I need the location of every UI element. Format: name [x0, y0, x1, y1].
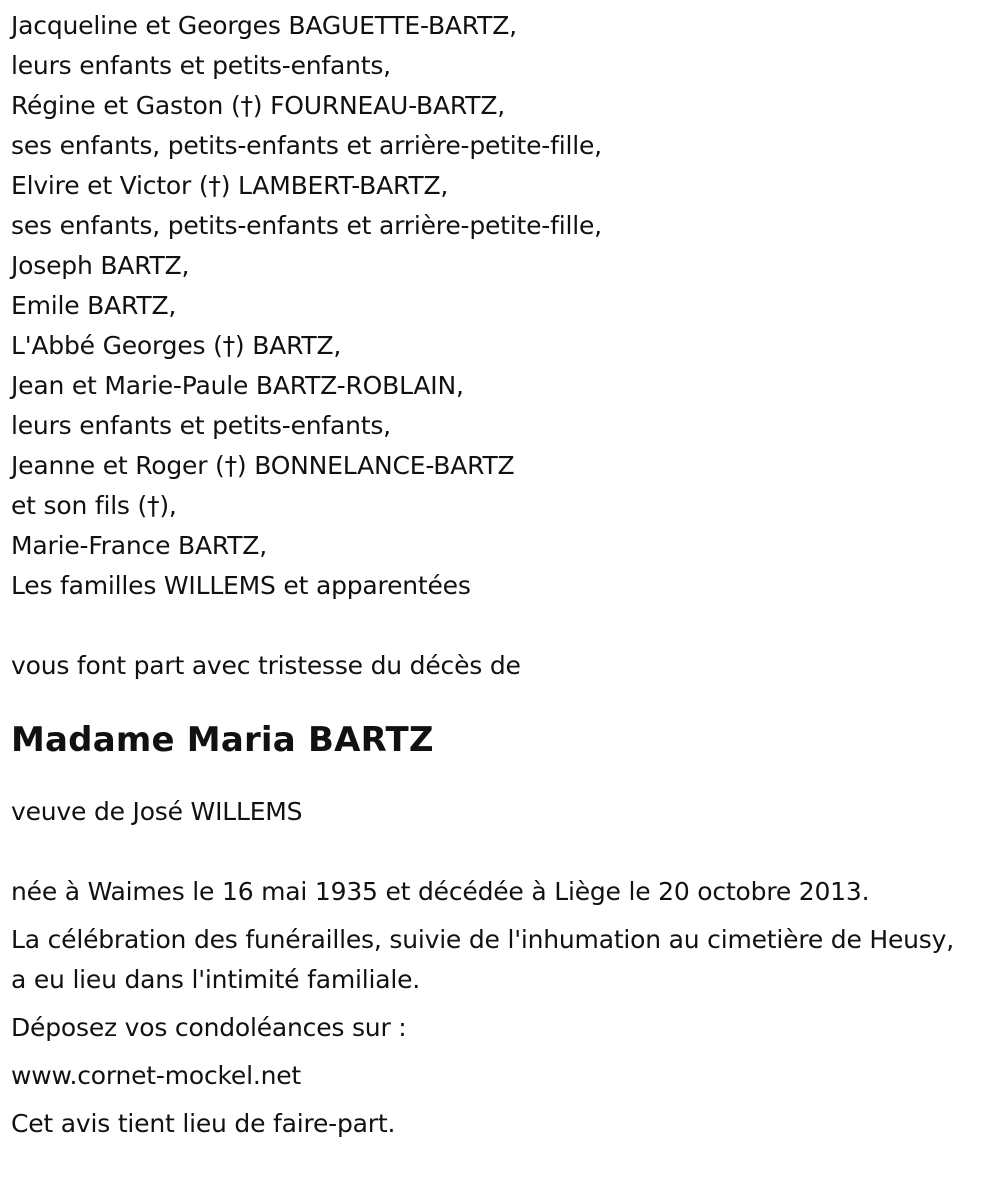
- family-line: L'Abbé Georges (†) BARTZ,: [11, 331, 342, 360]
- family-line: ses enfants, petits-enfants et arrière-petite-fille,: [11, 131, 602, 160]
- funeral-text: La célébration des funérailles, suivie de l'inhumation au cimetière de Heusy, a eu lieu dans l'intimité familiale.: [11, 925, 954, 994]
- death-notice: [11, 6, 986, 1144]
- family-line: leurs enfants et petits-enfants,: [11, 411, 391, 440]
- family-line: Jean et Marie-Paule BARTZ-ROBLAIN,: [11, 371, 464, 400]
- family-line: Elvire et Victor (†) LAMBERT-BARTZ,: [11, 171, 449, 200]
- widow-of-text: veuve de José WILLEMS: [11, 797, 303, 826]
- closing-text: Cet avis tient lieu de faire-part.: [11, 1109, 396, 1138]
- family-line: Les familles WILLEMS et apparentées: [11, 571, 471, 600]
- birth-death-text: née à Waimes le 16 mai 1935 et décédée à Liège le 20 octobre 2013.: [11, 877, 870, 906]
- family-line: Joseph BARTZ,: [11, 251, 190, 280]
- intro-text: vous font part avec tristesse du décès de: [11, 651, 521, 680]
- family-line: Emile BARTZ,: [11, 291, 177, 320]
- family-line: Régine et Gaston (†) FOURNEAU-BARTZ,: [11, 91, 506, 120]
- family-line: Marie-France BARTZ,: [11, 531, 267, 560]
- condolences-label: Déposez vos condoléances sur :: [11, 1013, 407, 1042]
- family-line: et son fils (†),: [11, 491, 177, 520]
- spacer: [11, 606, 986, 646]
- family-line: leurs enfants et petits-enfants,: [11, 51, 391, 80]
- family-line: ses enfants, petits-enfants et arrière-petite-fille,: [11, 211, 602, 240]
- details-section: [11, 872, 986, 1144]
- website-link[interactable]: www.cornet-mockel.net: [11, 1061, 302, 1090]
- deceased-name: Madame Maria BARTZ: [11, 720, 434, 760]
- family-list: [11, 6, 986, 606]
- family-line: Jeanne et Roger (†) BONNELANCE-BARTZ: [11, 451, 515, 480]
- family-line: Jacqueline et Georges BAGUETTE-BARTZ,: [11, 11, 517, 40]
